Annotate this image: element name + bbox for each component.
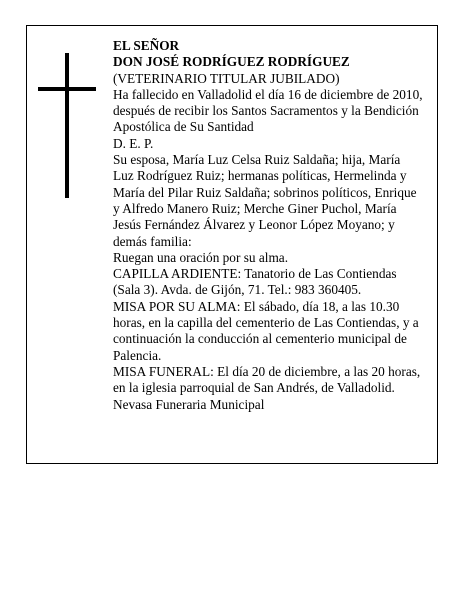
funeral-mass-info: MISA FUNERAL: El día 20 de diciembre, a las 20 horas, en la iglesia parroquial de San Andrés, de Valladolid. xyxy=(113,363,421,396)
rest-in-peace: D. E. P. xyxy=(113,135,154,151)
cross-vertical-bar xyxy=(65,53,69,198)
funeral-chapel-info: CAPILLA ARDIENTE: Tanatorio de Las Contiendas (Sala 3). Avda. de Gijón, 71. Tel.: 983 360405. xyxy=(113,266,397,298)
title-honorific: EL SEÑOR xyxy=(113,38,180,53)
mass-for-soul-info: MISA POR SU ALMA: El sábado, día 18, a las 10.30 horas, en la capilla del cementerio de Las Contiendas, y a continuación la conducción al cementerio municipal de Palencia. xyxy=(113,298,419,363)
deceased-profession: (VETERINARIO TITULAR JUBILADO) xyxy=(113,70,340,86)
deceased-name: DON JOSÉ RODRÍGUEZ RODRÍGUEZ xyxy=(113,54,350,70)
obituary-text xyxy=(113,38,423,413)
family-list: Su esposa, María Luz Celsa Ruiz Saldaña; hija, María Luz Rodríguez Ruiz; hermanas políticas, Hermelinda y María del Pilar Ruiz Saldaña; sobrinos políticos, Enrique y Alfredo Manero Ruiz; Merche Giner Puchol, María Jesús Fernández Álvarez y Leonor López Moyano; y demás familia: xyxy=(113,152,417,249)
funeral-home-name: Nevasa Funeraria Municipal xyxy=(113,396,265,412)
death-announcement: Ha fallecido en Valladolid el día 16 de diciembre de 2010, después de recibir los Santos Sacramentos y la Bendición Apostólica de Su Santidad xyxy=(113,86,423,135)
prayer-request: Ruegan una oración por su alma. xyxy=(113,249,289,265)
cross-horizontal-bar xyxy=(38,87,96,91)
cross-icon xyxy=(38,53,96,198)
